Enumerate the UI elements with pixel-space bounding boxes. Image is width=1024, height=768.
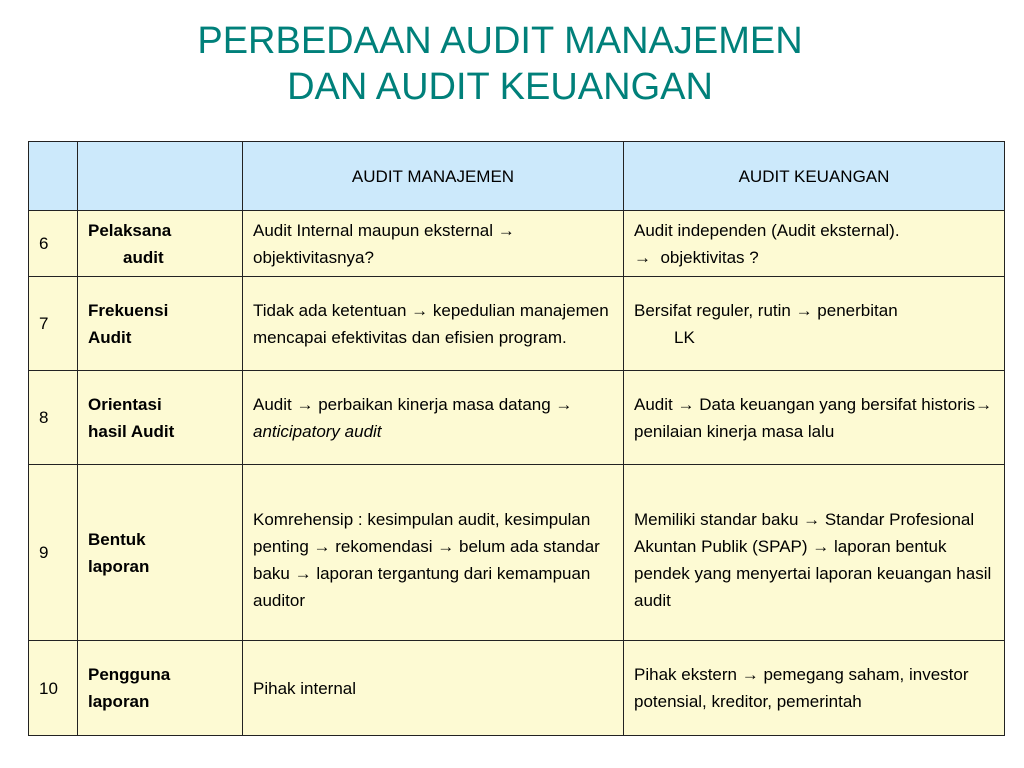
arrow-icon: → [795, 300, 813, 320]
title-line-2: DAN AUDIT KEUANGAN [287, 66, 713, 108]
cell-audit-manajemen: Pihak internal [243, 641, 624, 736]
cell-audit-keuangan: Memiliki standar baku → Standar Profesional Akuntan Publik (SPAP) → laporan bentuk pendek yang menyertai laporan keuangan hasil audit [624, 465, 1005, 641]
arrow-icon: → [296, 394, 314, 414]
cell-audit-keuangan: Pihak ekstern → pemegang saham, investor potensial, kreditor, pemerintah [624, 641, 1005, 736]
arrow-icon: → [497, 220, 515, 240]
row-criterion: Pengguna laporan [78, 641, 243, 736]
table-row [29, 277, 1005, 371]
row-number: 6 [29, 211, 78, 277]
arrow-icon: → [555, 394, 573, 414]
arrow-icon: → [313, 536, 331, 556]
arrow-icon: → [975, 394, 993, 414]
cell-audit-manajemen: Audit → perbaikan kinerja masa datang → anticipatory audit [243, 371, 624, 465]
arrow-icon: → [812, 536, 830, 556]
arrow-icon: → [634, 247, 651, 267]
title-line-1: PERBEDAAN AUDIT MANAJEMEN [197, 20, 803, 62]
slide-title [0, 18, 1000, 110]
row-criterion: Bentuk laporan [78, 465, 243, 641]
arrow-icon: → [411, 300, 429, 320]
cell-audit-keuangan: Audit independen (Audit eksternal). → objektivitas ? [624, 211, 1005, 277]
row-number: 7 [29, 277, 78, 371]
arrow-icon: → [677, 394, 695, 414]
cell-audit-keuangan: Audit → Data keuangan yang bersifat historis→ penilaian kinerja masa lalu [624, 371, 1005, 465]
arrow-icon: → [803, 509, 821, 529]
table-row [29, 211, 1005, 277]
row-number: 8 [29, 371, 78, 465]
row-criterion: Frekuensi Audit [78, 277, 243, 371]
cell-audit-keuangan: Bersifat reguler, rutin → penerbitan LK [624, 277, 1005, 371]
cell-audit-manajemen: Audit Internal maupun eksternal → objektivitasnya? [243, 211, 624, 277]
table-row [29, 465, 1005, 641]
table-row [29, 641, 1005, 736]
arrow-icon: → [741, 665, 759, 684]
table-row [29, 371, 1005, 465]
header-cell-no [29, 142, 78, 211]
header-audit-manajemen: AUDIT MANAJEMEN [243, 142, 624, 211]
cell-audit-manajemen: Komrehensip : kesimpulan audit, kesimpulan penting → rekomendasi → belum ada standar baku → laporan tergantung dari kemampuan auditor [243, 465, 624, 641]
row-number: 9 [29, 465, 78, 641]
row-criterion: Orientasi hasil Audit [78, 371, 243, 465]
table-header-row [29, 142, 1005, 211]
header-cell-criterion [78, 142, 243, 211]
row-criterion: Pelaksana audit [78, 211, 243, 277]
arrow-icon: → [294, 563, 312, 583]
header-audit-keuangan: AUDIT KEUANGAN [624, 142, 1005, 211]
arrow-icon: → [437, 536, 455, 556]
row-number: 10 [29, 641, 78, 736]
cell-audit-manajemen: Tidak ada ketentuan → kepedulian manajemen mencapai efektivitas dan efisien program. [243, 277, 624, 371]
comparison-table [28, 141, 1005, 736]
